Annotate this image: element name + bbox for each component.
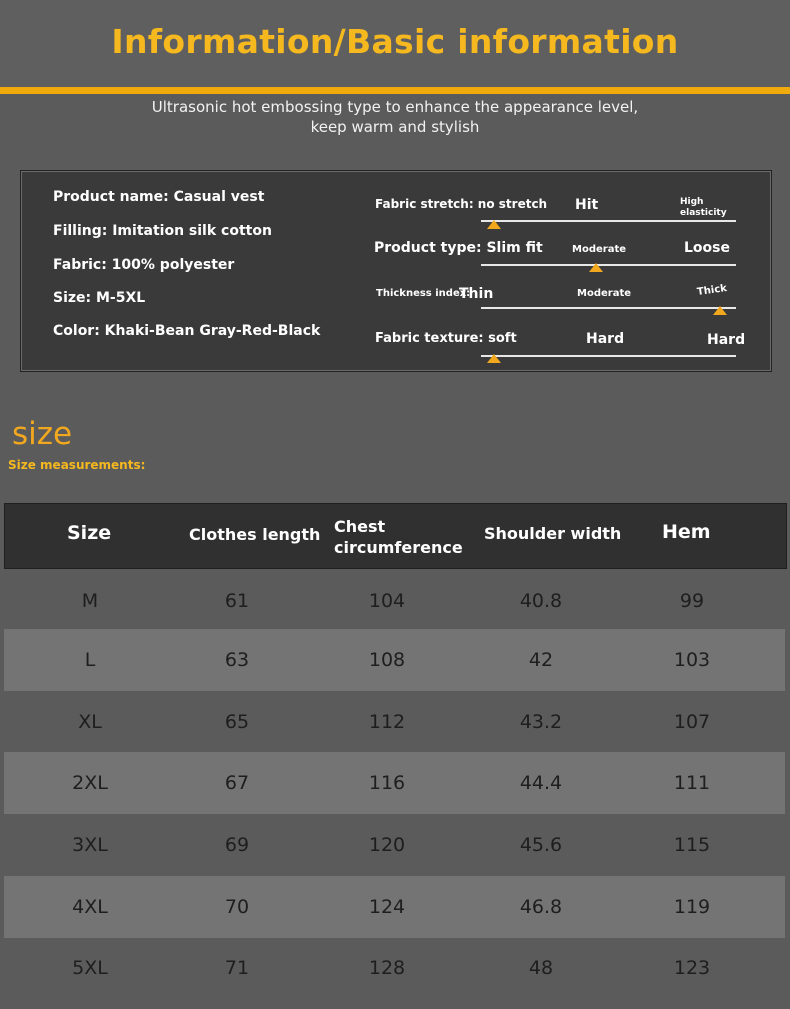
cell-clothes-length: 65 xyxy=(224,711,250,733)
spec-product-name: Product name: Casual vest xyxy=(53,189,265,205)
type-end: Loose xyxy=(684,240,730,256)
size-table-header xyxy=(4,503,787,569)
header-size: Size xyxy=(67,522,112,544)
thickness-label: Thickness index: xyxy=(376,288,471,299)
cell-clothes-length: 61 xyxy=(224,590,250,612)
cell-clothes-length: 70 xyxy=(224,896,250,918)
thickness-scale-line xyxy=(481,307,736,309)
stretch-label: Fabric stretch: no stretch xyxy=(375,197,548,211)
table-row xyxy=(4,937,785,999)
cell-shoulder-width: 42 xyxy=(528,649,554,671)
title-divider xyxy=(0,87,790,94)
cell-shoulder-width: 48 xyxy=(528,957,554,979)
cell-shoulder-width: 43.2 xyxy=(519,711,563,733)
header-chest-line-2: circumference xyxy=(334,538,463,557)
header-chest xyxy=(334,516,463,558)
cell-chest-circumference: 128 xyxy=(368,957,406,979)
header-shoulder-width: Shoulder width xyxy=(484,524,622,543)
texture-level-marker xyxy=(487,354,501,363)
type-scale-line xyxy=(481,264,736,266)
stretch-mid: Hit xyxy=(575,197,599,213)
cell-chest-circumference: 112 xyxy=(368,711,406,733)
spec-size: Size: M-5XL xyxy=(53,290,146,306)
cell-chest-circumference: 104 xyxy=(368,590,406,612)
page-subtitle xyxy=(0,97,790,137)
cell-clothes-length: 63 xyxy=(224,649,250,671)
table-row xyxy=(4,570,785,632)
cell-shoulder-width: 44.4 xyxy=(519,772,563,794)
cell-hem: 99 xyxy=(679,590,705,612)
cell-shoulder-width: 40.8 xyxy=(519,590,563,612)
spec-color: Color: Khaki-Bean Gray-Red-Black xyxy=(53,323,321,339)
cell-size: 2XL xyxy=(72,772,108,794)
header-hem: Hem xyxy=(662,521,711,543)
texture-scale-line xyxy=(481,355,736,357)
cell-shoulder-width: 45.6 xyxy=(519,834,563,856)
cell-hem: 119 xyxy=(673,896,711,918)
thickness-start: Thin xyxy=(459,286,494,302)
thickness-level-marker xyxy=(713,306,727,315)
cell-hem: 123 xyxy=(673,957,711,979)
cell-hem: 111 xyxy=(673,772,711,794)
cell-shoulder-width: 46.8 xyxy=(519,896,563,918)
cell-size: 3XL xyxy=(72,834,108,856)
cell-size: 5XL xyxy=(72,957,108,979)
cell-size: L xyxy=(84,649,96,671)
subtitle-line-1: Ultrasonic hot embossing type to enhance the appearance level, xyxy=(151,98,639,116)
cell-chest-circumference: 116 xyxy=(368,772,406,794)
cell-size: XL xyxy=(78,711,102,733)
table-row xyxy=(4,876,785,938)
header-clothes-length: Clothes length xyxy=(189,525,321,544)
texture-mid: Hard xyxy=(586,331,625,347)
cell-size: 4XL xyxy=(72,896,108,918)
size-subheading: Size measurements: xyxy=(8,458,146,472)
type-label: Product type: Slim fit xyxy=(374,240,543,256)
stretch-scale-line xyxy=(481,220,736,222)
texture-end: Hard xyxy=(707,332,746,348)
size-heading: size xyxy=(12,416,73,452)
product-info-panel xyxy=(20,170,772,372)
cell-hem: 115 xyxy=(673,834,711,856)
cell-clothes-length: 67 xyxy=(224,772,250,794)
cell-clothes-length: 71 xyxy=(224,957,250,979)
page-title: Information/Basic information xyxy=(111,22,679,61)
spec-filling: Filling: Imitation silk cotton xyxy=(53,223,272,239)
stretch-end xyxy=(680,197,727,219)
subtitle-line-2: keep warm and stylish xyxy=(310,118,480,136)
table-row xyxy=(4,629,785,691)
stretch-end-line-1: High xyxy=(680,197,704,207)
type-mid: Moderate xyxy=(572,244,627,255)
cell-chest-circumference: 124 xyxy=(368,896,406,918)
type-level-marker xyxy=(589,263,603,272)
thickness-end: Thick xyxy=(696,282,728,299)
cell-hem: 103 xyxy=(673,649,711,671)
stretch-level-marker xyxy=(487,220,501,229)
stretch-end-line-2: elasticity xyxy=(680,208,727,218)
table-row xyxy=(4,814,785,876)
cell-chest-circumference: 108 xyxy=(368,649,406,671)
table-row xyxy=(4,752,785,814)
cell-hem: 107 xyxy=(673,711,711,733)
texture-label: Fabric texture: soft xyxy=(375,331,517,346)
header-chest-line-1: Chest xyxy=(334,517,386,536)
cell-clothes-length: 69 xyxy=(224,834,250,856)
table-row xyxy=(4,691,785,753)
cell-chest-circumference: 120 xyxy=(368,834,406,856)
thickness-mid: Moderate xyxy=(577,288,632,299)
cell-size: M xyxy=(81,590,99,612)
spec-fabric: Fabric: 100% polyester xyxy=(53,257,235,273)
